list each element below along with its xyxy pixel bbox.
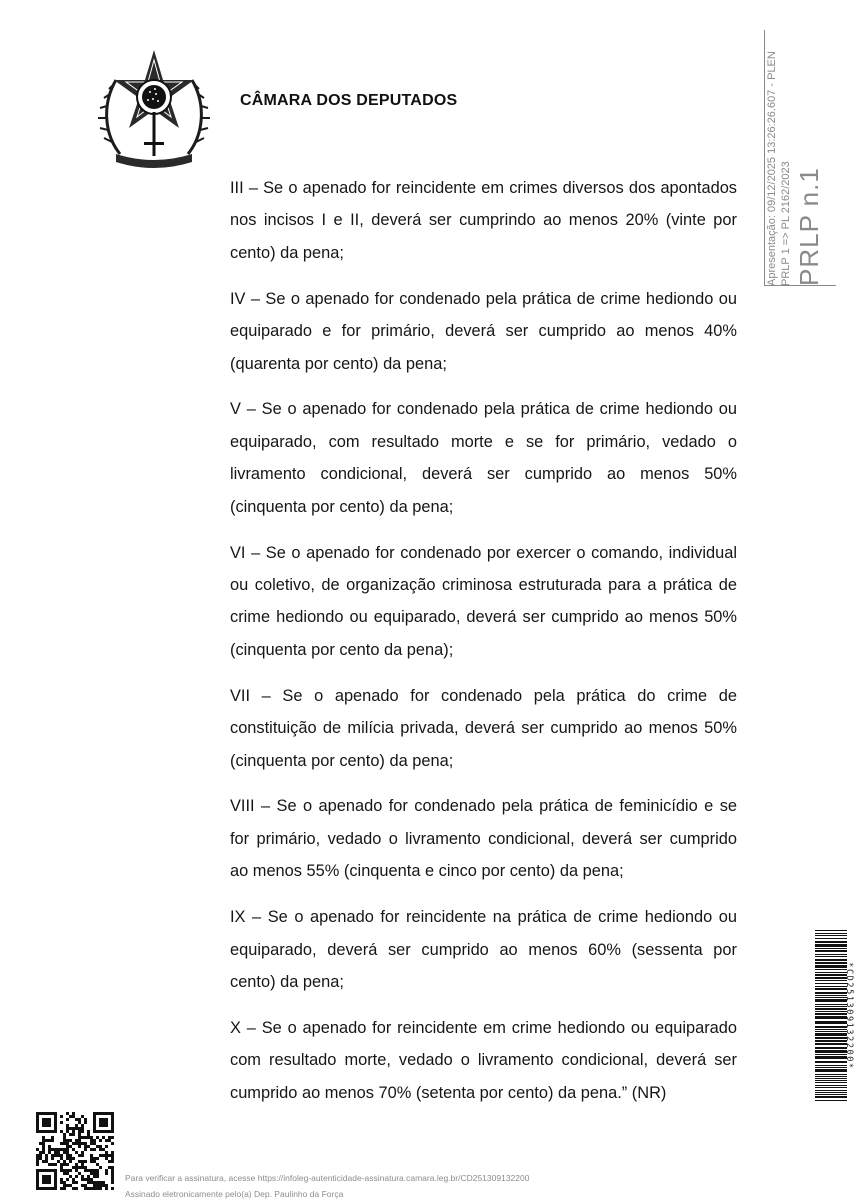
document-body	[230, 172, 737, 1123]
brazil-coat-of-arms-icon	[98, 42, 210, 170]
stamp-reference: PRLP 1 => PL 2162/2023	[780, 161, 792, 286]
presentation-stamp	[764, 30, 836, 286]
paragraph-inciso-ix: IX – Se o apenado for reincidente na prática de crime hediondo ou equiparado, deverá ser cumprido ao menos 60% (sessenta por cento) da pena;	[230, 908, 737, 991]
stamp-text	[765, 30, 835, 286]
page-title: CÂMARA DOS DEPUTADOS	[240, 92, 458, 109]
paragraph-inciso-x: X – Se o apenado for reincidente em crime hediondo ou equiparado com resultado morte, vedado o livramento condicional, deverá ser cumprido ao menos 70% (setenta por cento) da pena.” (NR)	[230, 1018, 737, 1102]
barcode-text: *CD251309132200*	[844, 962, 854, 1070]
footer	[125, 1170, 745, 1202]
paragraph-inciso-v: V – Se o apenado for condenado pela prática de crime hediondo ou equiparado, com resultado morte e se for primário, vedado o livramento condicional, deverá ser cumprido ao menos 50% (cinquenta por cento) da pena;	[230, 400, 737, 516]
paragraph-inciso-vii: VII – Se o apenado for condenado pela prática do crime de constituição de milícia privada, deverá ser cumprido ao menos 50% (cinquenta por cento) da pena;	[230, 686, 737, 770]
qr-code-icon	[36, 1112, 114, 1190]
stamp-date: Apresentação: 09/12/2025 13:26:26.607 - PLEN	[766, 51, 778, 286]
stamp-number: PRLP n.1	[794, 167, 824, 286]
verification-link[interactable]: Para verificar a assinatura, acesse https://infoleg-autenticidade-assinatura.camara.leg.br/CD251309132200	[125, 1173, 530, 1183]
paragraph-inciso-vi: VI – Se o apenado for condenado por exercer o comando, individual ou coletivo, de organização criminosa estruturada para a prática de crime hediondo ou equiparado, deverá ser cumprido ao menos 50% (cinquenta por cento da pena);	[230, 543, 737, 659]
signature-note: Assinado eletronicamente pelo(a) Dep. Paulinho da Força	[125, 1189, 344, 1199]
paragraph-inciso-iv: IV – Se o apenado for condenado pela prática de crime hediondo ou equiparado e for primário, deverá ser cumprido ao menos 40% (quarenta por cento) da pena;	[230, 289, 737, 373]
paragraph-inciso-iii: III – Se o apenado for reincidente em crimes diversos dos apontados nos incisos I e II, deverá ser cumprindo ao menos 20% (vinte por cento) da pena;	[230, 179, 737, 262]
paragraph-inciso-viii: VIII – Se o apenado for condenado pela prática de feminicídio e se for primário, vedado o livramento condicional, deverá ser cumprido ao menos 55% (cinquenta e cinco por cento) da pena;	[230, 797, 737, 881]
